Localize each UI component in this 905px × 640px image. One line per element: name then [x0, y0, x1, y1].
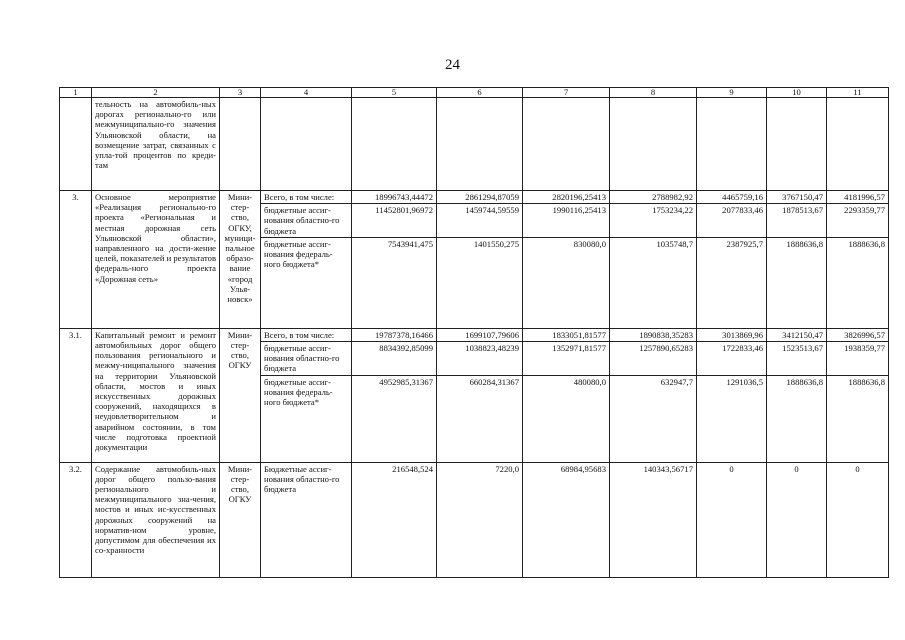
value-cell: 1523513,67: [767, 342, 827, 376]
source-label: бюджетные ассиг-нования федераль-ного бюджета*: [261, 375, 352, 462]
header-row: [60, 88, 889, 98]
value-cell: 1888636,8: [827, 375, 889, 462]
value-cell: 1888636,8: [767, 375, 827, 462]
table-row: [60, 328, 889, 341]
source-label: Всего, в том числе:: [261, 191, 352, 204]
table-row: [60, 462, 889, 577]
value-cell: 1699107,79606: [437, 328, 523, 341]
value-cell: 3412150,47: [767, 328, 827, 341]
value-cell: 2788982,92: [610, 191, 697, 204]
value-cell: 7220,0: [437, 462, 523, 577]
value-cell: 4181996,57: [827, 191, 889, 204]
value-cell: 1035748,7: [610, 237, 697, 328]
value-cell: 1291036,5: [697, 375, 767, 462]
source-label: Всего, в том числе:: [261, 328, 352, 341]
value-cell: 68984,95683: [523, 462, 610, 577]
value-cell: 4465759,16: [697, 191, 767, 204]
value-cell: 1753234,22: [610, 204, 697, 238]
value-cell: 1833051,81577: [523, 328, 610, 341]
header-cell: 7: [523, 88, 610, 98]
value-cell: 3826996,57: [827, 328, 889, 341]
value-cell: 7543941,475: [352, 237, 437, 328]
value-cell: 1352971,81577: [523, 342, 610, 376]
value-cell: 0: [697, 462, 767, 577]
header-cell: 1: [60, 88, 92, 98]
value-cell: 1257890,65283: [610, 342, 697, 376]
value-cell: 632947,7: [610, 375, 697, 462]
value-cell: 1038823,48239: [437, 342, 523, 376]
header-cell: 9: [697, 88, 767, 98]
row-name: тельность на автомобиль-ных дорогах регионально-го или межмуниципально-го значения Ульяновской области, на возмещение затрат, связанных с упла-той процентов по креди-там: [92, 98, 220, 191]
value-cell: 216548,524: [352, 462, 437, 577]
row-executor: Мини-стер-ство, ОГКУ, муници-пальное образо-вание «город Улья-новск»: [220, 191, 261, 329]
source-label: бюджетные ассиг-нования федераль-ного бюджета*: [261, 237, 352, 328]
value-cell: 1401550,275: [437, 237, 523, 328]
row-executor: Мини-стер-ство, ОГКУ: [220, 328, 261, 462]
value-cell: 8834392,85099: [352, 342, 437, 376]
value-cell: 0: [767, 462, 827, 577]
table-row-continuation: [60, 98, 889, 191]
header-cell: 5: [352, 88, 437, 98]
source-label: бюджетные ассиг-нования областно-го бюджета: [261, 342, 352, 376]
value-cell: 140343,56717: [610, 462, 697, 577]
source-label: Бюджетные ассиг-нования областно-го бюджета: [261, 462, 352, 577]
value-cell: 4952985,31367: [352, 375, 437, 462]
header-cell: 10: [767, 88, 827, 98]
header-cell: 8: [610, 88, 697, 98]
value-cell: 480080,0: [523, 375, 610, 462]
value-cell: 1890838,35283: [610, 328, 697, 341]
row-name: Капитальный ремонт и ремонт автомобильных дорог общего пользования регионального и межму-ниципального значения на территории Ульяновской области, мостов и иных искусственных дорожных сооружений, находящихся в неудовлетворительном и аварийном состоянии, в том числе подготовка проектной документации: [92, 328, 220, 462]
header-cell: 6: [437, 88, 523, 98]
header-cell: 2: [92, 88, 220, 98]
page-number: 24: [445, 57, 460, 73]
value-cell: 3013869,96: [697, 328, 767, 341]
value-cell: 19787378,16466: [352, 328, 437, 341]
row-number: 3.2.: [60, 462, 92, 577]
row-executor: [220, 98, 261, 191]
value-cell: 660284,31367: [437, 375, 523, 462]
value-cell: 2387925,7: [697, 237, 767, 328]
table-row: [60, 191, 889, 204]
header-cell: 3: [220, 88, 261, 98]
value-cell: 1459744,59559: [437, 204, 523, 238]
budget-table: [59, 87, 889, 578]
value-cell: 1938359,77: [827, 342, 889, 376]
row-name: Основное мероприятие «Реализация регионально-го проекта «Региональная и местная дорожная сеть Ульяновской области», направленного на дости-жение целей, показателей и результатов федераль-ного проекта «Дорожная сеть»: [92, 191, 220, 329]
row-executor: Мини-стер-ство, ОГКУ: [220, 462, 261, 577]
header-cell: 4: [261, 88, 352, 98]
value-cell: 2820196,25413: [523, 191, 610, 204]
value-cell: 1888636,8: [767, 237, 827, 328]
value-cell: 3767150,47: [767, 191, 827, 204]
source-label: бюджетные ассиг-нования областно-го бюджета: [261, 204, 352, 238]
value-cell: 11452801,96972: [352, 204, 437, 238]
value-cell: 2077833,46: [697, 204, 767, 238]
value-cell: 1722833,46: [697, 342, 767, 376]
value-cell: 1878513,67: [767, 204, 827, 238]
value-cell: 2293359,77: [827, 204, 889, 238]
row-name: Содержание автомобиль-ных дорог общего пользо-вания регионального и межмуниципального зна-чения, мостов и иных ис-кусственных дорожных сооружений на норматив-ном уровне, допустимом для обеспечения их со-хранности: [92, 462, 220, 577]
value-cell: 2861294,87059: [437, 191, 523, 204]
row-number: 3.: [60, 191, 92, 329]
value-cell: 830080,0: [523, 237, 610, 328]
value-cell: 1990116,25413: [523, 204, 610, 238]
value-cell: 0: [827, 462, 889, 577]
value-cell: 18996743,44472: [352, 191, 437, 204]
header-cell: 11: [827, 88, 889, 98]
row-number: 3.1.: [60, 328, 92, 462]
row-number: [60, 98, 92, 191]
value-cell: 1888636,8: [827, 237, 889, 328]
